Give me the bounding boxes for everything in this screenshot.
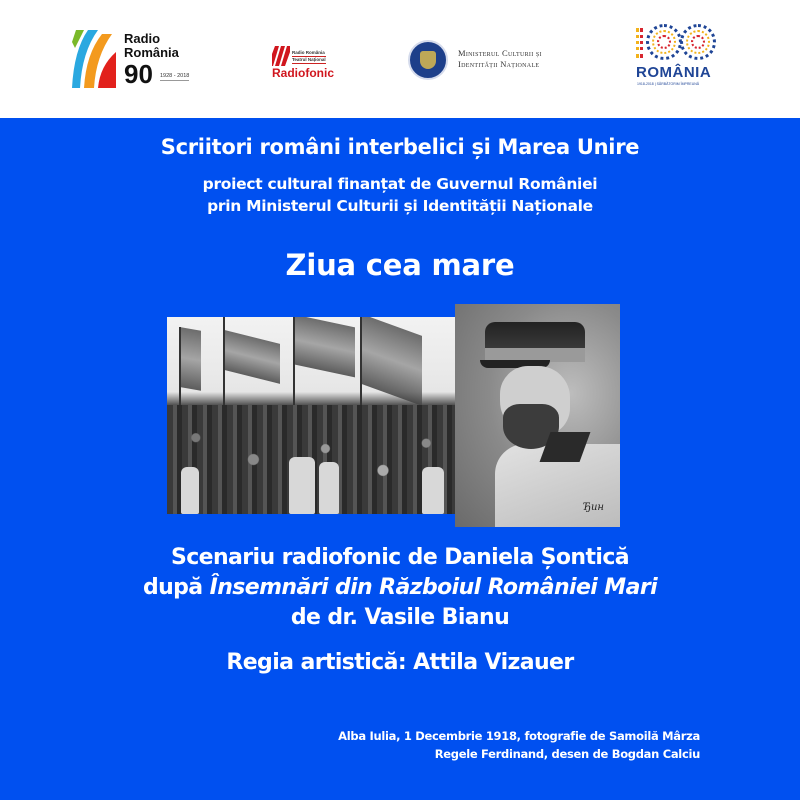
crowd-figure [319,462,339,514]
series-title: Scriitori români interbelici și Marea Unire [160,135,640,159]
flag [225,330,280,384]
radio-anniversary-number: 90 [124,59,153,89]
logo-header [0,0,800,118]
radio-romania-90-logo [72,30,242,90]
tnr-line1: Radio România [292,50,325,55]
source-credit [0,575,800,600]
funding-line-1: proiect cultural finanțat de Guvernul României [202,175,598,193]
episode-title: Ziua cea mare [285,248,515,282]
coat-of-arms-icon [420,51,436,69]
radio-name-line2: România [124,45,179,60]
tnr-brand: Radiofonic [272,66,334,80]
king-ferdinand-portrait [455,304,620,527]
centenary-digit-one-icon [636,28,643,58]
source-book-title: Însemnări din Războiul României Mari [209,575,658,600]
flag [362,317,422,406]
flag [181,327,201,391]
centenary-zero-core-ring [691,35,705,49]
portrait-caption: Regele Ferdinand, desen de Bogdan Calciu [434,747,700,761]
artist-signature: Ђин [583,502,605,513]
ministry-line1: Ministerul Culturii și [458,48,542,58]
alba-iulia-crowd-photo [167,317,455,514]
ministry-culture-logo [408,40,598,84]
government-seal-icon [408,40,448,80]
author-credit: de dr. Vasile Bianu [290,605,510,630]
photo-caption: Alba Iulia, 1 Decembrie 1918, fotografie de Samoilă Mârza [338,729,700,743]
teatrul-national-radiofonic-logo [272,46,382,90]
crowd-figure [181,467,199,514]
crowd-figure [289,457,315,514]
radio-stripes-icon [72,30,122,88]
ministry-line2: Identității Naționale [458,59,540,69]
centenary-zero-core-ring [657,35,671,49]
radio-name-line1: Radio [124,31,161,46]
director-credit: Regia artistică: Attila Vizauer [226,650,574,675]
flag [295,317,355,377]
centenary-word: ROMÂNIA [636,64,712,81]
funding-line-2: prin Ministerul Culturii și Identității Naționale [207,197,593,215]
crowd-figure [422,467,444,514]
source-prefix: după [142,575,210,600]
tnr-stripes-icon [272,46,290,66]
romania-centenary-logo [632,22,722,102]
radio-years: 1928 - 2018 [160,73,190,79]
script-credit: Scenariu radiofonic de Daniela Șontică [170,545,630,570]
centenary-tagline: 1918-2018 | SĂRBĂTORIM ÎMPREUNĂ [637,82,700,86]
tnr-line2: Teatrul Național [292,57,326,62]
